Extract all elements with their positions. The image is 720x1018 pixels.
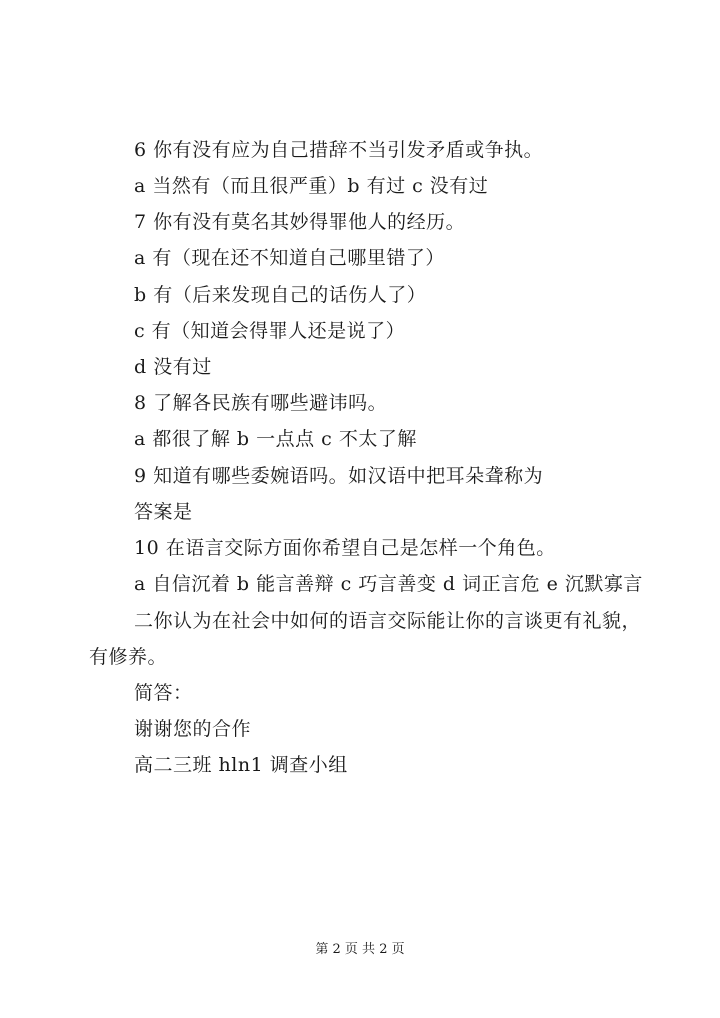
question-10-options: a 自信沉着 b 能言善辩 c 巧言善变 d 词正言危 e 沉默寡言 <box>134 573 643 595</box>
author-line: 高二三班 hln1 调查小组 <box>134 754 348 776</box>
section-2-question: 二你认为在社会中如何的语言交际能让你的言谈更有礼貌， <box>134 610 642 632</box>
question-8: 8 了解各民族有哪些避讳吗。 <box>134 392 388 414</box>
question-8-options: a 都很了解 b 一点点 c 不太了解 <box>134 428 417 450</box>
question-7: 7 你有没有莫名其妙得罪他人的经历。 <box>134 211 466 233</box>
short-answer-label: 简答： <box>134 682 193 704</box>
question-7-option-c: c 有（知道会得罪人还是说了） <box>134 320 406 342</box>
question-10: 10 在语言交际方面你希望自己是怎样一个角色。 <box>134 537 556 559</box>
thanks-line: 谢谢您的合作 <box>134 718 252 740</box>
question-7-option-d: d 没有过 <box>134 356 212 378</box>
question-9: 9 知道有哪些委婉语吗。如汉语中把耳朵聋称为 <box>134 465 544 487</box>
question-9-answer: 答案是 <box>134 501 193 523</box>
page-footer: 第 2 页 共 2 页 <box>315 942 405 957</box>
question-6: 6 你有没有应为自己措辞不当引发矛盾或争执。 <box>134 139 544 161</box>
question-6-options: a 当然有（而且很严重）b 有过 c 没有过 <box>134 175 489 197</box>
question-7-option-b: b 有（后来发现自己的话伤人了） <box>134 284 427 306</box>
section-2-question-continued: 有修养。 <box>89 646 168 668</box>
question-7-option-a: a 有（现在还不知道自己哪里错了） <box>134 247 445 269</box>
